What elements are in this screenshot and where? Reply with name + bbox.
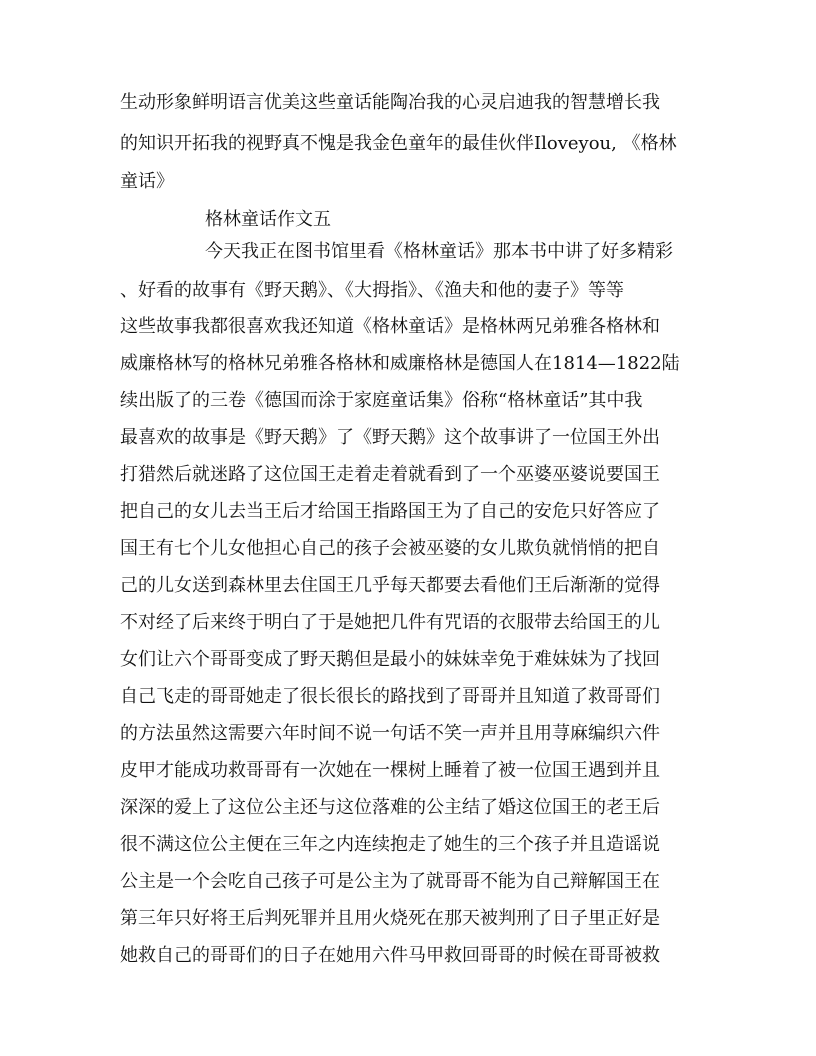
paragraph-line: 公主是一个会吃自己孩子可是公主为了就哥哥不能为自己辩解国王在 [120,871,660,892]
paragraph-line: 皮甲才能成功救哥哥有一次她在一棵树上睡着了被一位国王遇到并且 [120,760,660,781]
intro-line: 童话》 [120,171,174,192]
paragraph-line: 最喜欢的故事是《野天鹅》了《野天鹅》这个故事讲了一位国王外出 [120,427,660,448]
paragraph-line: 打猎然后就迷路了这位国王走着走着就看到了一个巫婆巫婆说要国王 [120,464,660,485]
paragraph-line: 自己飞走的哥哥她走了很长很长的路找到了哥哥并且知道了救哥哥们 [120,686,660,707]
paragraph-line: 今天我正在图书馆里看《格林童话》那本书中讲了好多精彩 [205,241,673,262]
paragraph-line: 续出版了的三卷《德国而涂于家庭童话集》俗称“格林童话”其中我 [120,390,643,411]
intro-line: 生动形象鲜明语言优美这些童话能陶冶我的心灵启迪我的智慧增长我 [120,92,660,113]
section-title: 格林童话作文五 [205,209,331,230]
paragraph-line: 威廉格林写的格林兄弟雅各格林和威廉格林是德国人在1814—1822陆 [120,353,680,374]
paragraph-line: 的方法虽然这需要六年时间不说一句话不笑一声并且用荨麻编织六件 [120,723,660,744]
paragraph-line: 己的儿女送到森林里去住国王几乎每天都要去看他们王后渐渐的觉得 [120,575,660,596]
paragraph-line: 国王有七个儿女他担心自己的孩子会被巫婆的女儿欺负就悄悄的把自 [120,538,660,559]
paragraph-line: 深深的爱上了这位公主还与这位落难的公主结了婚这位国王的老王后 [120,797,660,818]
paragraph-line: 这些故事我都很喜欢我还知道《格林童话》是格林两兄弟雅各格林和 [120,316,660,337]
intro-line: 的知识开拓我的视野真不愧是我金色童年的最佳伙伴Iloveyou, 《格林 [120,133,677,154]
paragraph-line: 第三年只好将王后判死罪并且用火烧死在那天被判刑了日子里正好是 [120,908,660,929]
paragraph-line: 她救自己的哥哥们的日子在她用六件马甲救回哥哥的时候在哥哥被救 [120,945,660,966]
paragraph-line: 很不满这位公主便在三年之内连续抱走了她生的三个孩子并且造谣说 [120,834,660,855]
paragraph-line: 不对经了后来终于明白了于是她把几件有咒语的衣服带去给国王的儿 [120,612,660,633]
paragraph-line: 把自己的女儿去当王后才给国王指路国王为了自己的安危只好答应了 [120,501,660,522]
paragraph-line: 女们让六个哥哥变成了野天鹅但是最小的妹妹幸免于难妹妹为了找回 [120,649,660,670]
paragraph-line: 、好看的故事有《野天鹅》、《大拇指》、《渔夫和他的妻子》等等 [120,280,624,301]
